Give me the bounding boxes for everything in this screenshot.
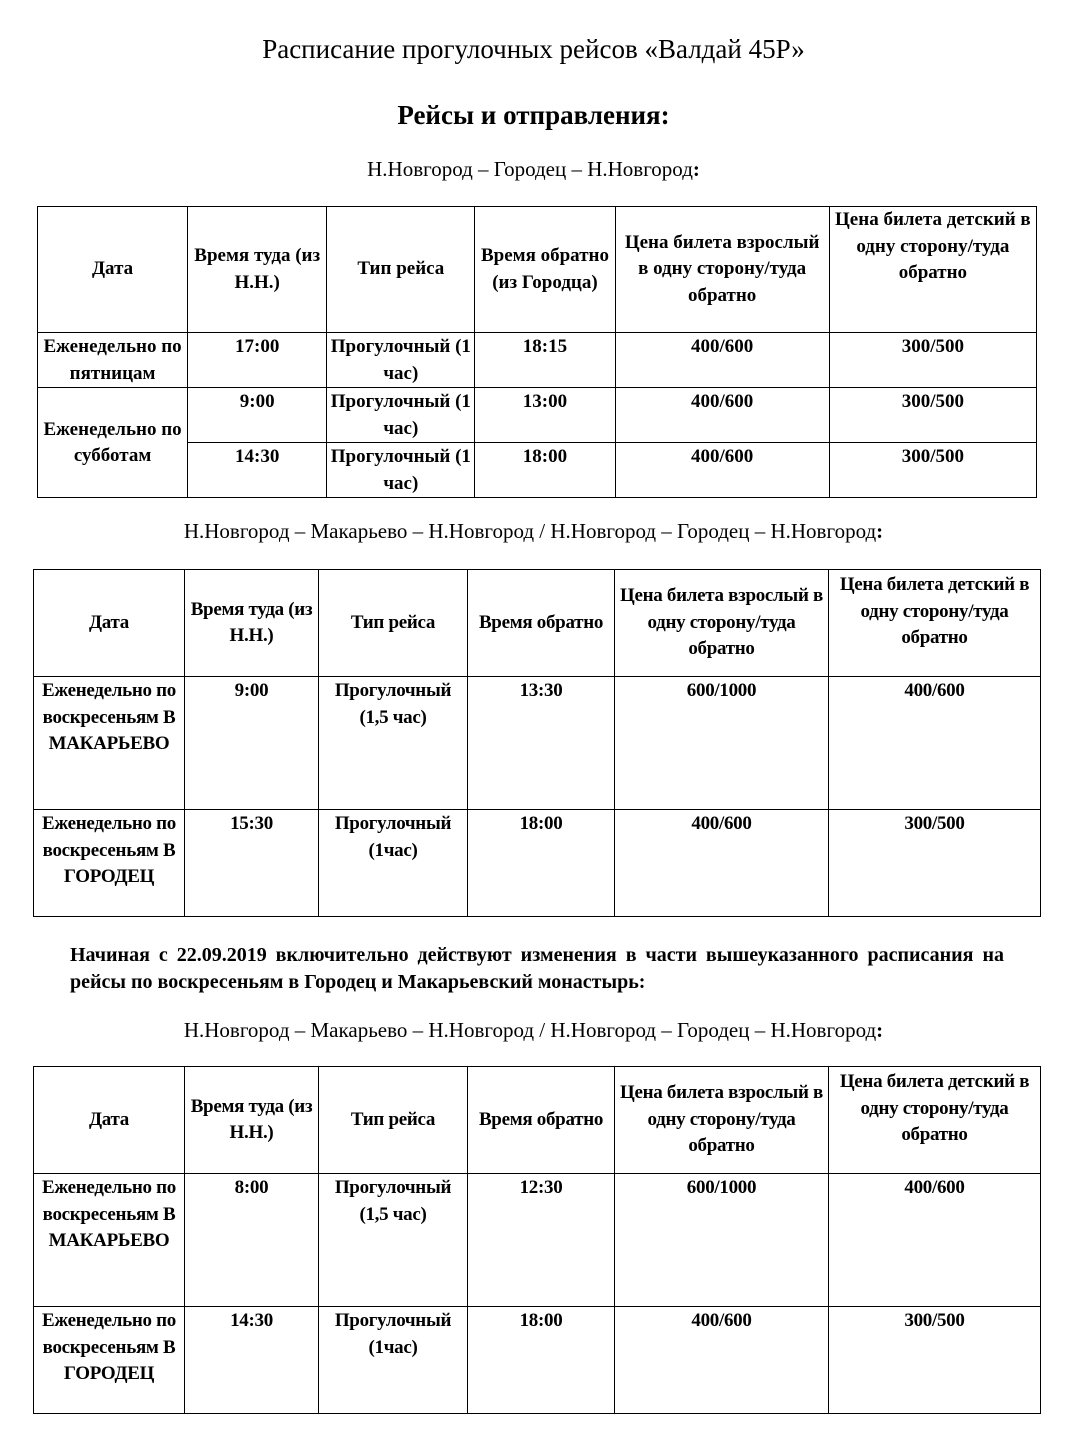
cell-type: Прогулочный (1час) xyxy=(319,1307,468,1414)
cell-child-price: 300/500 xyxy=(829,333,1036,388)
cell-adult-price: 400/600 xyxy=(615,443,829,498)
cell-depart: 9:00 xyxy=(185,677,319,810)
route-heading-2: Н.Новгород – Макарьево – Н.Новгород / Н.Новгород – Городец – Н.Новгород: xyxy=(183,519,884,543)
cell-adult-price: 400/600 xyxy=(615,810,829,917)
cell-child-price: 300/500 xyxy=(829,1307,1041,1414)
header-trip-type: Тип рейса xyxy=(327,207,475,333)
header-adult-price: Цена билета взрослый в одну сторону/туда обратно xyxy=(615,207,829,333)
route-heading-3: Н.Новгород – Макарьево – Н.Новгород / Н.Новгород – Городец – Н.Новгород: xyxy=(183,1018,884,1042)
table-row xyxy=(38,333,1037,388)
cell-return: 12:30 xyxy=(468,1174,615,1307)
header-adult-price: Цена билета взрослый в одну сторону/туда обратно xyxy=(615,1067,829,1174)
table-row xyxy=(38,388,1037,443)
cell-child-price: 300/500 xyxy=(829,443,1036,498)
section-heading: Рейсы и отправления: xyxy=(397,100,670,130)
cell-depart: 9:00 xyxy=(188,388,327,443)
cell-return: 13:30 xyxy=(468,677,615,810)
header-child-price: Цена билета детский в одну сторону/туда обратно xyxy=(829,1067,1041,1174)
cell-return: 13:00 xyxy=(475,388,615,443)
cell-depart: 14:30 xyxy=(185,1307,319,1414)
table-header-row xyxy=(38,207,1037,333)
cell-adult-price: 400/600 xyxy=(615,333,829,388)
cell-type: Прогулочный (1,5 час) xyxy=(319,677,468,810)
table-row xyxy=(34,1174,1041,1307)
schedule-table-2 xyxy=(33,569,1041,917)
cell-depart: 17:00 xyxy=(188,333,327,388)
header-trip-type: Тип рейса xyxy=(319,1067,468,1174)
table-header-row xyxy=(34,1067,1041,1174)
header-depart-time: Время туда (из Н.Н.) xyxy=(185,570,319,677)
header-return-time: Время обратно xyxy=(468,1067,615,1174)
header-adult-price: Цена билета взрослый в одну сторону/туда обратно xyxy=(615,570,829,677)
cell-type: Прогулочный (1,5 час) xyxy=(319,1174,468,1307)
table-row xyxy=(34,1307,1041,1414)
header-return-time: Время обратно xyxy=(468,570,615,677)
cell-date: Еженедельно по субботам xyxy=(38,388,188,498)
table-row xyxy=(34,810,1041,917)
cell-adult-price: 400/600 xyxy=(615,388,829,443)
cell-return: 18:00 xyxy=(468,1307,615,1414)
cell-type: Прогулочный (1 час) xyxy=(327,388,475,443)
cell-type: Прогулочный (1 час) xyxy=(327,443,475,498)
header-date: Дата xyxy=(34,570,185,677)
header-trip-type: Тип рейса xyxy=(319,570,468,677)
header-child-price: Цена билета детский в одну сторону/туда обратно xyxy=(829,207,1036,333)
cell-return: 18:15 xyxy=(475,333,615,388)
table-row xyxy=(34,677,1041,810)
header-date: Дата xyxy=(34,1067,185,1174)
cell-depart: 14:30 xyxy=(188,443,327,498)
cell-date: Еженедельно по воскресеньям В ГОРОДЕЦ xyxy=(34,810,185,917)
header-depart-time: Время туда (из Н.Н.) xyxy=(185,1067,319,1174)
header-child-price: Цена билета детский в одну сторону/туда обратно xyxy=(829,570,1041,677)
cell-date: Еженедельно по воскресеньям В МАКАРЬЕВО xyxy=(34,1174,185,1307)
cell-type: Прогулочный (1час) xyxy=(319,810,468,917)
cell-adult-price: 600/1000 xyxy=(615,1174,829,1307)
cell-date: Еженедельно по пятницам xyxy=(38,333,188,388)
cell-child-price: 300/500 xyxy=(829,388,1036,443)
schedule-change-notice: Начиная с 22.09.2019 включительно действуют изменения в части вышеуказанного расписания на рейсы по воскресеньям в Городец и Макарьевский монастырь: xyxy=(70,944,1004,993)
header-depart-time: Время туда (из Н.Н.) xyxy=(188,207,327,333)
header-date: Дата xyxy=(38,207,188,333)
cell-date: Еженедельно по воскресеньям В ГОРОДЕЦ xyxy=(34,1307,185,1414)
table-header-row xyxy=(34,570,1041,677)
cell-depart: 15:30 xyxy=(185,810,319,917)
schedule-table-3 xyxy=(33,1066,1041,1414)
cell-child-price: 400/600 xyxy=(829,677,1041,810)
cell-date: Еженедельно по воскресеньям В МАКАРЬЕВО xyxy=(34,677,185,810)
document-title: Расписание прогулочных рейсов «Валдай 45Р» xyxy=(262,34,805,64)
cell-child-price: 400/600 xyxy=(829,1174,1041,1307)
schedule-table-1 xyxy=(37,206,1037,498)
header-return-time: Время обратно (из Городца) xyxy=(475,207,615,333)
cell-type: Прогулочный (1 час) xyxy=(327,333,475,388)
cell-adult-price: 600/1000 xyxy=(615,677,829,810)
cell-child-price: 300/500 xyxy=(829,810,1041,917)
cell-depart: 8:00 xyxy=(185,1174,319,1307)
route-heading-1: Н.Новгород – Городец – Н.Новгород: xyxy=(367,157,700,181)
cell-return: 18:00 xyxy=(475,443,615,498)
cell-adult-price: 400/600 xyxy=(615,1307,829,1414)
cell-return: 18:00 xyxy=(468,810,615,917)
table-row xyxy=(38,443,1037,498)
